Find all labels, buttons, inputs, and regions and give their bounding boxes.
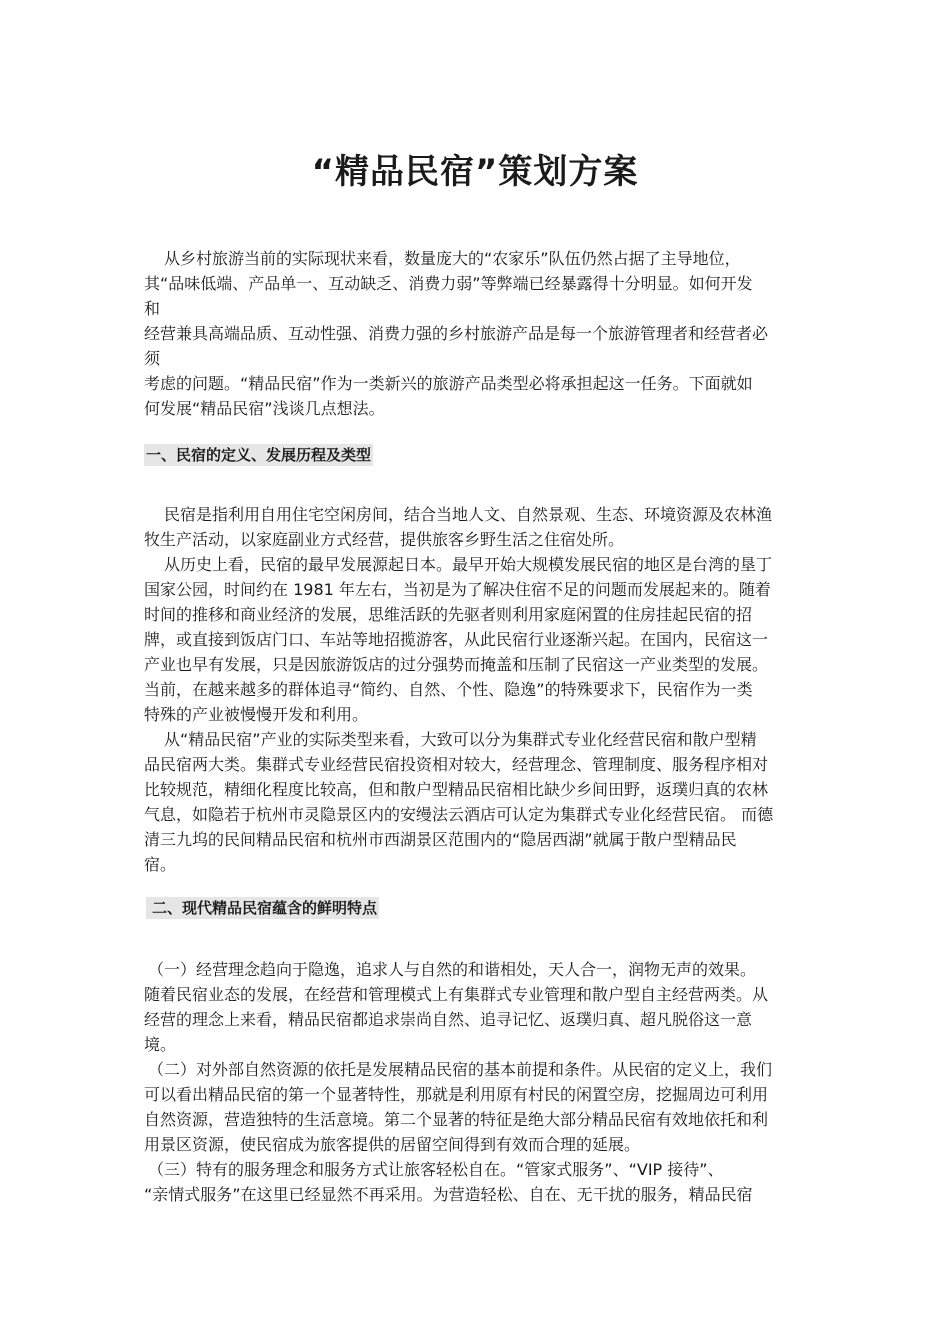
text-line: 考虑的问题。“精品民宿”作为一类新兴的旅游产品类型必将承担起这一任务。下面就如	[144, 374, 753, 393]
text-line: 气息，如隐若于杭州市灵隐景区内的安缦法云酒店可认定为集群式专业化经营民宿。 而德	[144, 805, 774, 824]
text-line: 其“品味低端、产品单一、互动缺乏、消费力弱”等弊端已经暴露得十分明显。如何开发	[144, 274, 753, 293]
text-line: 经营兼具高端品质、互动性强、消费力强的乡村旅游产品是每一个旅游管理者和经营者必	[144, 324, 769, 343]
text-line: 特殊的产业被慢慢开发和利用。	[144, 705, 369, 724]
text-line: 从历史上看，民宿的最早发展源起日本。最早开始大规模发展民宿的地区是台湾的垦丁	[164, 555, 773, 574]
section-2-body	[144, 957, 808, 1207]
text-line: 和	[144, 299, 161, 318]
text-line: 经营的理念上来看，精品民宿都追求崇尚自然、追寻记忆、返璞归真、超凡脱俗这一意	[144, 1010, 753, 1029]
text-line: （三）特有的服务理念和服务方式让旅客轻松自在。“管家式服务”、“VIP 接待”、	[148, 1160, 724, 1179]
text-line: 用景区资源，使民宿成为旅客提供的居留空间得到有效而合理的延展。	[144, 1135, 641, 1154]
text-line: 民宿是指利用自用住宅空闲房间，结合当地人文、自然景观、生态、环境资源及农林渔	[164, 505, 773, 524]
text-line: 自然资源，营造独特的生活意境。第二个显著的特征是绝大部分精品民宿有效地依托和利	[144, 1110, 769, 1129]
intro-paragraph	[144, 246, 808, 421]
text-line: （二）对外部自然资源的依托是发展精品民宿的基本前提和条件。从民宿的定义上，我们	[148, 1060, 773, 1079]
text-line: 品民宿两大类。集群式专业经营民宿投资相对较大，经营理念、管理制度、服务程序相对	[144, 755, 769, 774]
text-line: （一）经营理念趋向于隐逸，追求人与自然的和谐相处，天人合一，润物无声的效果。	[148, 960, 757, 979]
text-line: 可以看出精品民宿的第一个显著特性，那就是利用原有村民的闲置空房，挖掘周边可利用	[144, 1085, 769, 1104]
text-line: 比较规范，精细化程度比较高，但和散户型精品民宿相比缺少乡间田野，返璞归真的农林	[144, 780, 769, 799]
text-line: 产业也早有发展，只是因旅游饭店的过分强势而掩盖和压制了民宿这一产业类型的发展。	[144, 655, 769, 674]
text-line: 宿。	[144, 855, 177, 874]
text-line: 清三九坞的民间精品民宿和杭州市西湖景区范围内的“隐居西湖”就属于散户型精品民	[144, 830, 737, 849]
text-line: 牌，或直接到饭店门口、车站等地招揽游客，从此民宿行业逐渐兴起。在国内，民宿这一	[144, 630, 769, 649]
text-line: 牧生产活动，以家庭副业方式经营，提供旅客乡野生活之住宿处所。	[144, 530, 625, 549]
text-line: 当前，在越来越多的群体追寻“简约、自然、个性、隐逸”的特殊要求下，民宿作为一类	[144, 680, 753, 699]
text-line: 随着民宿业态的发展，在经营和管理模式上有集群式专业管理和散户型自主经营两类。从	[144, 985, 769, 1004]
text-line: 须	[144, 349, 161, 368]
document-title: “精品民宿”策划方案	[311, 152, 639, 192]
text-line: 何发展“精品民宿”浅谈几点想法。	[144, 399, 385, 418]
section-1-body	[144, 502, 808, 877]
text-line: 从“精品民宿”产业的实际类型来看，大致可以分为集群式专业化经营民宿和散户型精	[164, 730, 757, 749]
text-line: 时间的推移和商业经济的发展，思维活跃的先驱者则利用家庭闲置的住房挂起民宿的招	[144, 605, 753, 624]
section-heading-2: 二、现代精品民宿蕴含的鲜明特点	[146, 897, 379, 919]
section-heading-1: 一、民宿的定义、发展历程及类型	[146, 446, 372, 464]
text-line: “亲情式服务”在这里已经显然不再采用。为营造轻松、自在、无干扰的服务，精品民宿	[144, 1185, 753, 1204]
text-line: 国家公园，时间约在 1981 年左右，当初是为了解决住宿不足的问题而发展起来的。随着	[144, 580, 771, 599]
text-line: 从乡村旅游当前的实际现状来看，数量庞大的“农家乐”队伍仍然占据了主导地位，	[164, 249, 741, 268]
text-line: 境。	[144, 1035, 177, 1054]
